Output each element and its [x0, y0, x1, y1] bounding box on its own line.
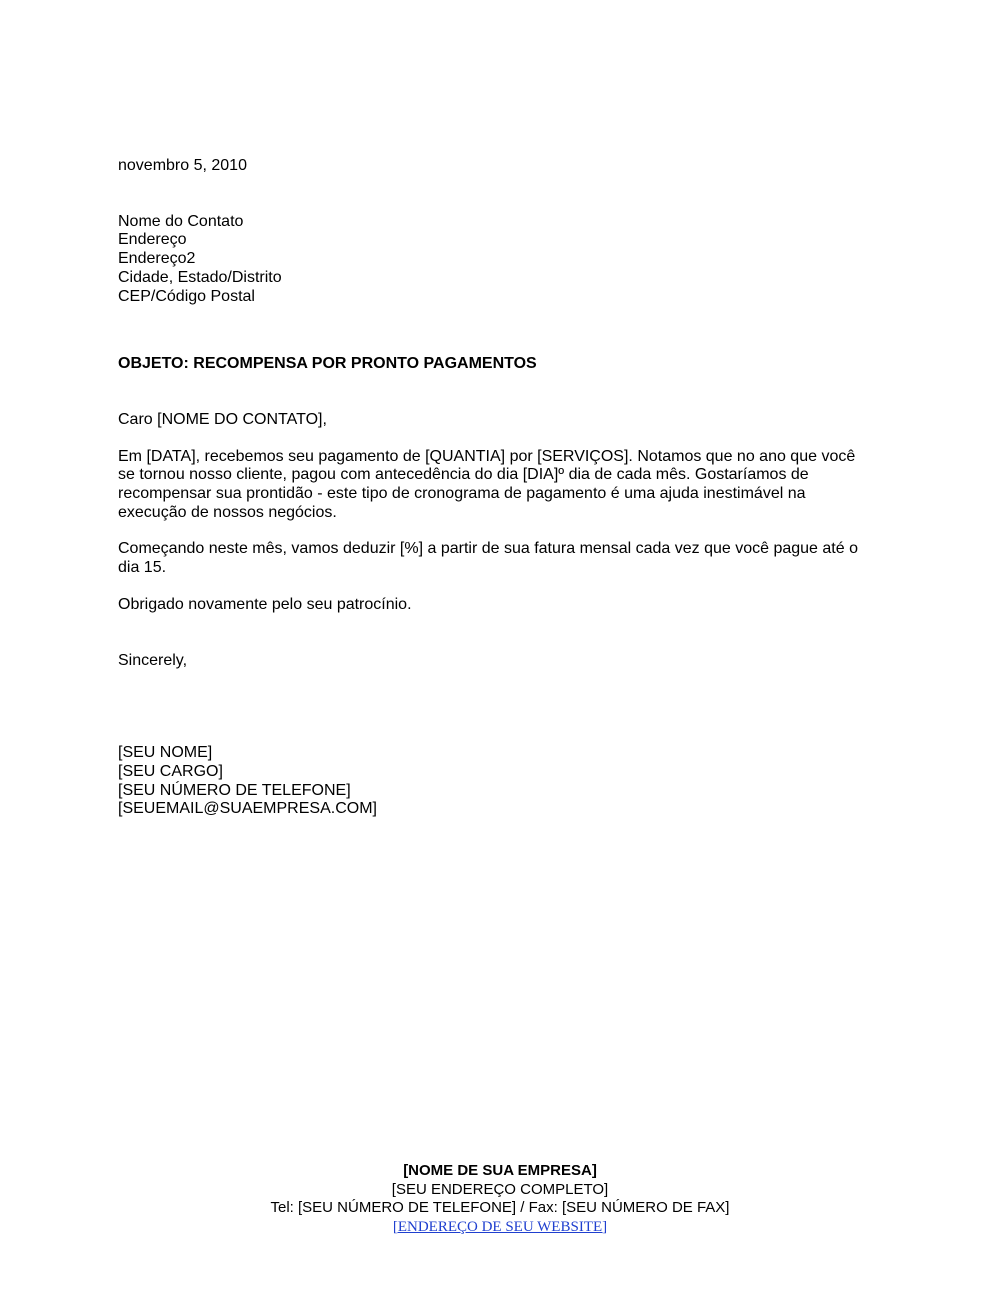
paragraph-1-line: Em [DATA], recebemos seu pagamento de [QUANTIA] por [SERVIÇOS]. Notamos que no ano que você	[118, 447, 856, 465]
recipient-address-2: Endereço2	[118, 250, 196, 268]
footer-website-link[interactable]: [ENDEREÇO DE SEU WEBSITE]	[392, 1218, 608, 1235]
letter-date: novembro 5, 2010	[118, 157, 247, 174]
paragraph-2-line: dia 15.	[118, 559, 167, 577]
signature-name: [SEU NOME]	[118, 744, 213, 762]
paragraph-1-line: recompensar sua prontidão - este tipo de cronograma de pagamento é uma ajuda inestimável na	[118, 485, 806, 503]
paragraph-2-line: Começando neste mês, vamos deduzir [%] a partir de sua fatura mensal cada vez que você pague até o	[118, 540, 858, 558]
letter-subject: OBJETO: RECOMPENSA POR PRONTO PAGAMENTOS	[118, 355, 537, 373]
recipient-city-state: Cidade, Estado/Distrito	[118, 268, 282, 286]
paragraph-1-line: execução de nossos negócios.	[118, 503, 337, 521]
paragraph-3: Obrigado novamente pelo seu patrocínio.	[118, 595, 412, 613]
recipient-address-1: Endereço	[118, 231, 187, 249]
footer-address: [SEU ENDEREÇO COMPLETO]	[391, 1180, 609, 1198]
footer-contact: Tel: [SEU NÚMERO DE TELEFONE] / Fax: [SEU NÚMERO DE FAX]	[270, 1199, 730, 1216]
recipient-name: Nome do Contato	[118, 212, 244, 230]
signature-phone: [SEU NÚMERO DE TELEFONE]	[118, 781, 351, 799]
signature-title: [SEU CARGO]	[118, 762, 223, 780]
footer-company-name: [NOME DE SUA EMPRESA]	[403, 1162, 597, 1179]
paragraph-1-line: se tornou nosso cliente, pagou com antecedência do dia [DIA]º dia de cada mês. Gostaríamos de	[118, 466, 809, 484]
paragraph-1	[118, 448, 878, 523]
signature-block	[118, 744, 878, 819]
letterhead-footer	[0, 1162, 1000, 1236]
letter-body	[118, 157, 878, 819]
recipient-postal-code: CEP/Código Postal	[118, 287, 255, 305]
letter-closing: Sincerely,	[118, 651, 188, 669]
letter-salutation: Caro [NOME DO CONTATO],	[118, 410, 327, 428]
recipient-block	[118, 213, 878, 307]
signature-email: [SEUEMAIL@SUAEMPRESA.COM]	[118, 800, 377, 818]
paragraph-2	[118, 540, 878, 577]
